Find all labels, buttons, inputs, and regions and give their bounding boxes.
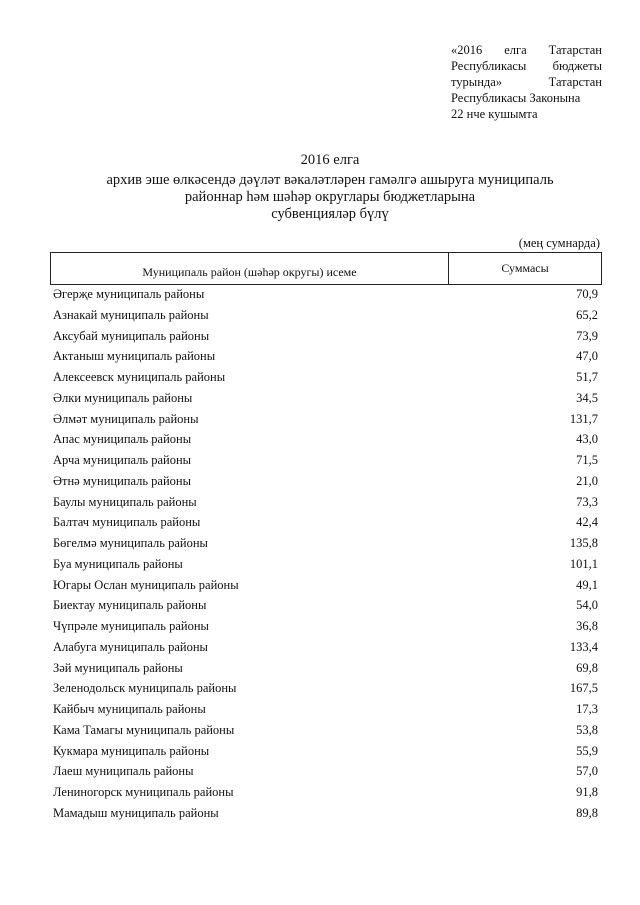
district-name: Зеленодольск муниципаль районы (53, 681, 237, 696)
subvention-amount: 135,8 (569, 536, 598, 550)
district-name: Лениногорск муниципаль районы (53, 785, 234, 799)
table-row (50, 741, 600, 762)
subvention-amount: 91,8 (576, 785, 598, 799)
table-row (50, 512, 600, 533)
subvention-amount: 54,0 (576, 598, 598, 613)
district-name: Әгерҗе муниципаль районы (53, 287, 205, 301)
subvention-amount: 65,2 (576, 307, 598, 322)
district-name: Чүпрәле муниципаль районы (53, 619, 209, 633)
title-line-3: субвенцияләр бүлү (271, 206, 389, 222)
district-name: Мамадыш муниципаль районы (53, 805, 219, 820)
district-name: Әлки муниципаль районы (53, 390, 193, 405)
subvention-amount: 17,3 (576, 702, 598, 716)
appendix-line: Республикасы Законына (451, 91, 581, 105)
subvention-amount: 101,1 (569, 556, 598, 571)
district-name: Кукмара муниципаль районы (53, 743, 210, 758)
subvention-amount: 71,5 (576, 453, 598, 467)
appendix-header (451, 42, 602, 122)
district-name: Апас муниципаль районы (53, 432, 192, 447)
table-row (50, 429, 600, 450)
column-header-sum: Суммасы (501, 261, 549, 275)
table-row (50, 326, 600, 347)
district-name: Актаныш муниципаль районы (53, 349, 216, 364)
table-row (50, 678, 600, 699)
table-row (50, 761, 600, 782)
table-row (50, 284, 600, 305)
district-name: Зәй муниципаль районы (53, 660, 183, 675)
table-header (50, 252, 602, 285)
table-row (50, 803, 600, 824)
table-row (50, 471, 600, 492)
district-name: Биектау муниципаль районы (53, 598, 207, 613)
district-name: Югары Ослан муниципаль районы (53, 577, 239, 592)
district-name: Азнакай муниципаль районы (53, 307, 209, 322)
subvention-amount: 167,5 (569, 681, 598, 696)
district-name: Баулы муниципаль районы (53, 494, 197, 509)
subvention-amount: 53,8 (576, 722, 598, 737)
unit-note: (мең сумнарда) (518, 236, 600, 250)
subvention-amount: 34,5 (576, 390, 598, 405)
district-name: Бөгелмә муниципаль районы (53, 536, 208, 550)
district-name: Алексеевск муниципаль районы (53, 370, 226, 384)
table-row (50, 637, 600, 658)
district-name: Әтнә муниципаль районы (53, 473, 192, 488)
subvention-amount: 57,0 (576, 764, 598, 779)
subvention-amount: 69,8 (576, 660, 598, 675)
table-row (50, 595, 600, 616)
appendix-line: 22 нче кушымта (451, 107, 538, 121)
district-name: Балтач муниципаль районы (53, 515, 201, 530)
table-row (50, 699, 600, 720)
district-name: Арча муниципаль районы (53, 453, 192, 467)
table-row (50, 305, 600, 326)
appendix-line: турында» Татарстан (451, 75, 602, 89)
table-row (50, 346, 600, 367)
subvention-amount: 89,8 (576, 805, 598, 820)
table-row (50, 367, 600, 388)
subvention-amount: 73,3 (576, 494, 598, 509)
subvention-amount: 47,0 (576, 349, 598, 364)
table-row (50, 554, 600, 575)
column-header-name: Муниципаль район (шәһәр округы) исеме (142, 265, 357, 279)
table-row (50, 782, 600, 803)
table-row (50, 575, 600, 596)
subvention-amount: 36,8 (576, 619, 598, 633)
table-row (50, 720, 600, 741)
district-name: Аксубай муниципаль районы (53, 328, 210, 343)
subvention-amount: 73,9 (576, 328, 598, 343)
district-name: Алабуга муниципаль районы (53, 639, 208, 654)
title-line-1: архив эше өлкәсендә дәүләт вәкаләтләрен гамәлгә ашыруга муниципаль (106, 172, 554, 188)
subvention-amount: 42,4 (576, 515, 598, 530)
subvention-amount: 21,0 (576, 473, 598, 488)
table-row (50, 616, 600, 637)
subvention-amount: 70,9 (576, 287, 598, 301)
table-row (50, 409, 600, 430)
subvention-amount: 131,7 (569, 411, 598, 426)
appendix-line: Республикасы бюджеты (451, 59, 602, 73)
table-row (50, 533, 600, 554)
table-body (50, 284, 600, 824)
subvention-amount: 133,4 (569, 639, 598, 654)
table-row (50, 450, 600, 471)
subvention-amount: 55,9 (576, 743, 598, 758)
table-row (50, 492, 600, 513)
table-row (50, 388, 600, 409)
district-name: Кама Тамагы муниципаль районы (53, 722, 235, 737)
subvention-amount: 43,0 (576, 432, 598, 447)
district-name: Әлмәт муниципаль районы (53, 411, 199, 426)
district-name: Буа муниципаль районы (53, 556, 183, 571)
appendix-line: «2016 елга Татарстан (451, 43, 602, 57)
subvention-amount: 49,1 (576, 577, 598, 592)
district-name: Кайбыч муниципаль районы (53, 702, 206, 716)
district-name: Лаеш муниципаль районы (53, 764, 194, 779)
subvention-amount: 51,7 (576, 370, 598, 384)
title-line-2: районнар һәм шәһәр округлары бюджетларына (184, 189, 476, 205)
table-row (50, 658, 600, 679)
title-year: 2016 елга (300, 152, 360, 168)
